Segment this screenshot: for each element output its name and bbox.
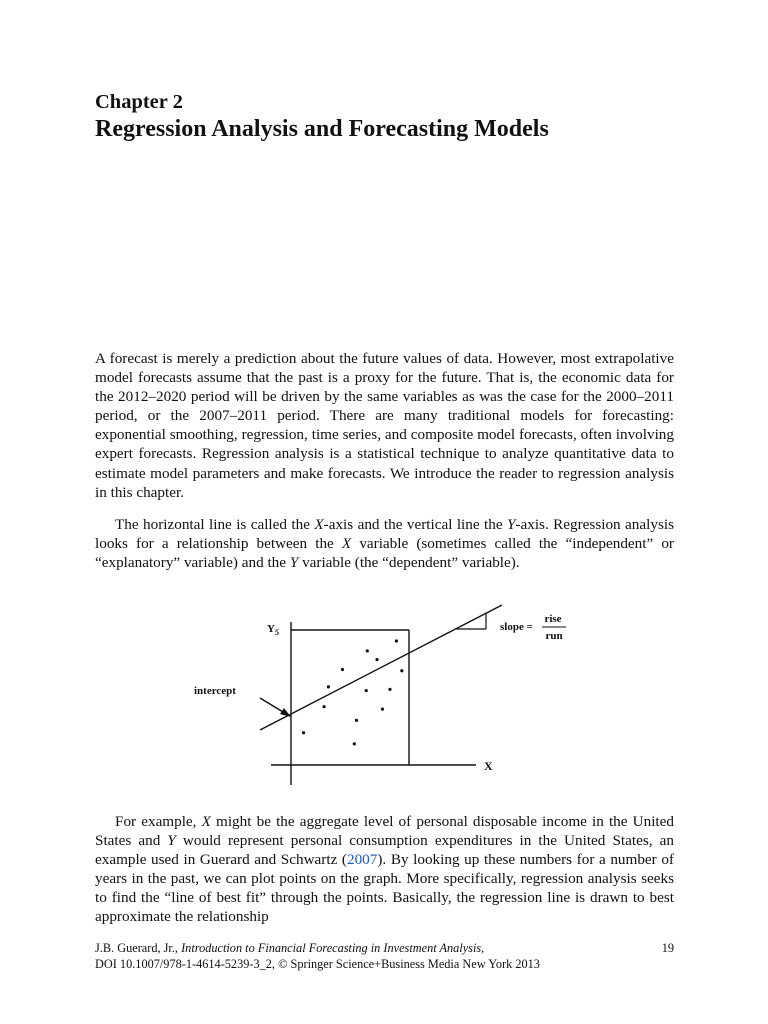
var-x: X <box>341 535 352 553</box>
regression-figure <box>180 600 600 785</box>
intercept-arrowhead <box>280 708 291 717</box>
slope-rise: rise <box>544 613 562 625</box>
paragraph-example <box>95 812 674 927</box>
text-run: variable (sometimes called the “independent” or “explanatory” variable) and the <box>95 535 674 572</box>
data-point <box>302 731 305 734</box>
text-run: would represent personal consumption expenditures in the United States, an example used in Guerard and Schwartz ( <box>95 832 674 869</box>
page-footer <box>95 940 674 972</box>
citation-link[interactable]: 2007 <box>346 851 378 869</box>
regression-diagram <box>180 600 600 785</box>
data-point <box>353 742 356 745</box>
text-run: variable (the “dependent” variable). <box>298 554 520 572</box>
x-axis-label: X <box>484 759 493 773</box>
data-point <box>395 639 398 642</box>
data-point <box>327 685 330 688</box>
var-x: X <box>201 813 211 830</box>
slope-label: slope = <box>500 621 533 633</box>
chapter-title: Regression Analysis and Forecasting Models <box>95 116 549 142</box>
data-point <box>341 668 344 671</box>
intercept-label: intercept <box>194 685 236 697</box>
footer-author: J.B. Guerard, Jr., <box>95 941 182 955</box>
footer-comma: , <box>481 941 485 955</box>
footer-doi: DOI 10.1007/978-1-4614-5239-3_2, © Springer Science+Business Media New York 2013 <box>95 957 540 971</box>
data-point <box>381 708 384 711</box>
paragraph-axes <box>95 515 674 572</box>
text-run: might be the aggregate level of personal disposable income in the United States and <box>95 813 674 850</box>
data-point <box>365 689 368 692</box>
text-run: -axis and the vertical line the <box>323 516 507 533</box>
text-run: The horizontal line is called the <box>115 516 315 533</box>
var-y: Y <box>167 832 176 850</box>
page-number: 19 <box>661 941 674 955</box>
data-point <box>355 719 358 722</box>
scatter-points <box>302 639 403 745</box>
chapter-label: Chapter 2 <box>95 91 183 113</box>
var-y: Y <box>506 516 516 533</box>
var-x: X <box>314 516 324 533</box>
paragraph-intro: A forecast is merely a prediction about the future values of data. However, most extrapolative model forecasts assume that the past is a proxy for the future. That is, the economic data for the 2012–2020 period will be driven by the same variables as was the case for the 2000–2011 period, or the 2007–2011 period. There are many traditional models for forecasting: exponential smoothing, regression, time series, and composite model forecasts, often involving expert forecasts. Regression analysis is a statistical technique to analyze quantitative data to estimate model parameters and make forecasts. We introduce the reader to regression analysis in this chapter. <box>95 350 674 501</box>
slope-run: run <box>545 630 563 642</box>
data-point <box>366 649 369 652</box>
data-point <box>375 658 378 661</box>
data-point <box>322 705 325 708</box>
y-axis-label: $Y_5$ <box>267 623 279 637</box>
regression-line <box>260 605 502 730</box>
var-y: Y <box>289 554 299 572</box>
footer-book-title: Introduction to Financial Forecasting in Investment Analysis <box>181 941 482 955</box>
data-point <box>388 688 391 691</box>
text-run: For example, <box>115 813 202 830</box>
data-point <box>400 669 403 672</box>
text-run: -axis. Regression analysis looks for a relationship between the <box>95 516 674 553</box>
footer-citation <box>95 940 484 956</box>
footer-line-1 <box>95 940 674 956</box>
text-run: ). By looking up these numbers for a number of years in the past, we can plot points on the graph. More specifically, regression analysis seeks to find the “line of best fit” through the points. Basically, the regression line is drawn to best approximate the relationship <box>95 851 674 926</box>
